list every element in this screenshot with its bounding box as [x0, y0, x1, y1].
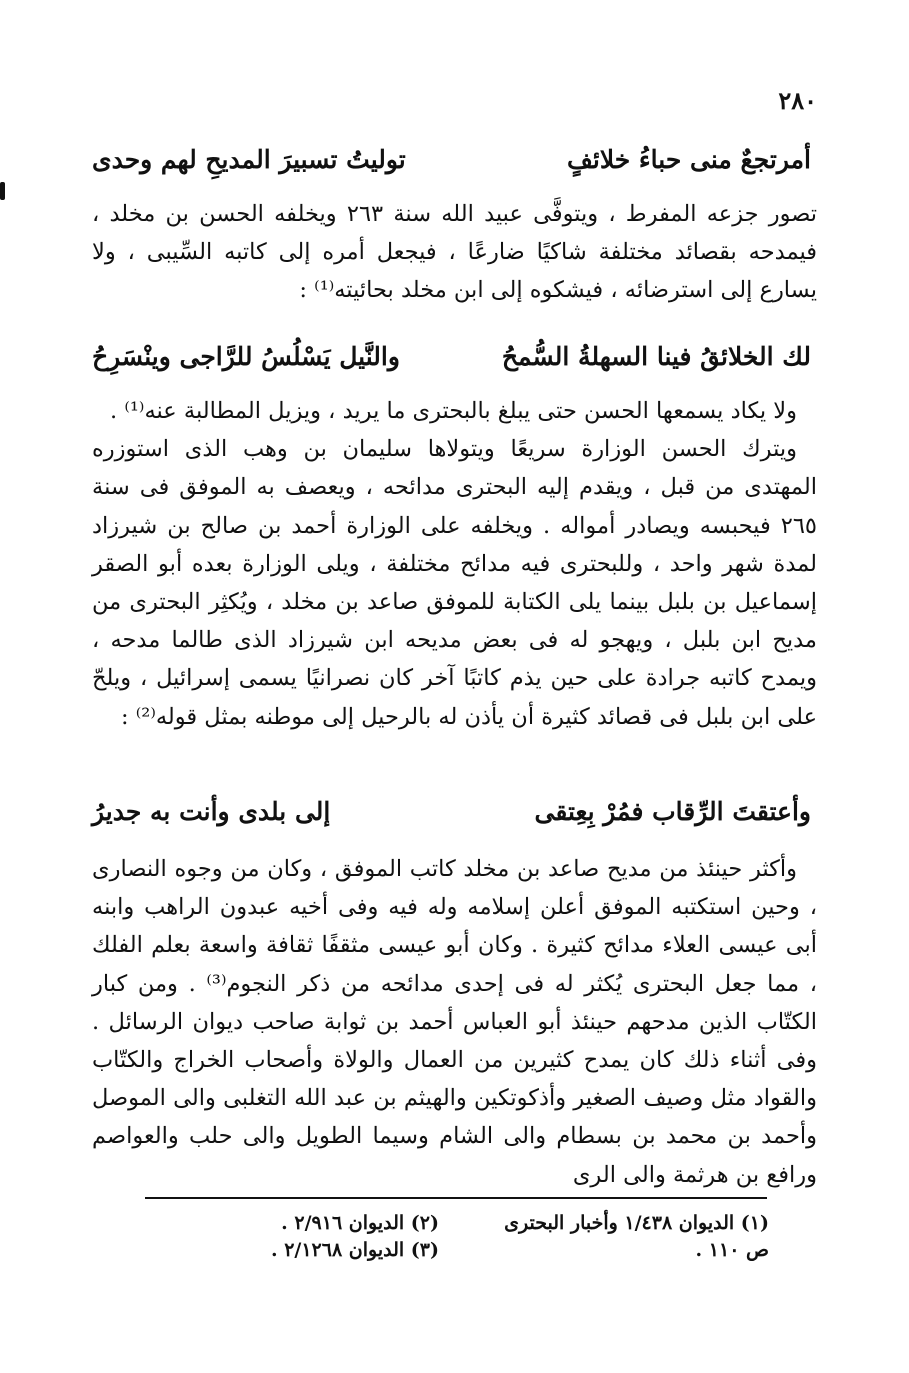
footnote-column-right: [459, 1210, 769, 1264]
footnote-3: (٣) الديوان ٢/١٢٦٨ .: [270, 1239, 439, 1261]
paragraph-3-text: وأكثر حينئذ من مديح صاعد بن مخلد كاتب الموفق ، وكان من وجوه النصارى ، وحين استكتبه الموفق أعلن إسلامه وله فيه وفى أخيه عبدون الراهب وابنه أبى عيسى العلاء مدائح كثيرة . وكان أبو عيسى مثقفًا ثقافة واسعة بعلم الفلك ، مما جعل البحترى يُكثر له فى إحدى مدائحه من ذكر النجوم⁽³⁾ . ومن كبار الكتّاب الذين مدحهم حينئذ أبو العباس أحمد بن ثوابة صاحب ديوان الرسائل . وفى أثناء ذلك كان يمدح كثيرين من العمال والولاة وأصحاب الخراج والكتّاب والقواد مثل وصيف الصغير وأذكوتكين والهيثم بن عبد الله التغلبى والى الموصل وأحمد بن محمد بن بسطام والى الشام وسيما الطويل والى حلب والعواصم ورافع بن هرثمة والى الرى: [92, 856, 818, 1188]
footnote-1-line-2: ص ١١٠ .: [695, 1239, 769, 1261]
verse-3-first-hemistich: وأعتقتَ الرِّقاب فمُرْ بِعِتقى: [534, 797, 811, 826]
verse-3-second-hemistich: إلى بلدى وأنت به جديرُ: [92, 797, 331, 826]
footnote-1-line-1: (١) الديوان ١/٤٣٨ وأخبار البحترى: [504, 1212, 769, 1234]
verse-line-1: [92, 140, 811, 180]
paragraph-2: [92, 392, 817, 736]
paragraph-2b-text: ويترك الحسن الوزارة سريعًا ويتولاها سليمان بن وهب الذى استوزره المهتدى من قبل ، ويقدم إليه البحترى مدائحه ، ويعصف به الموفق فى سنة ٢٦٥ فيحبسه ويصادر أمواله . ويخلفه على الوزارة أحمد بن صالح بن شيرزاد لمدة شهر واحد ، وللبحترى فيه مدائح مختلفة ، ويلى الوزارة بعده أبو الصقر إسماعيل بن بلبل بينما يلى الكتابة للموفق صاعد بن مخلد ، ويُكثِر البحترى من مديح ابن بلبل ، ويهجو له فى بعض مديحه ابن شيرزاد الذى طالما مدحه ، ويمدح كاتبه جرادة على حين يذم كاتبًا آخر كان نصرانيًا يسمى إسرائيل ، ويلحّ على ابن بلبل فى قصائد كثيرة أن يأذن له بالرحيل إلى موطنه بمثل قوله⁽²⁾ :: [92, 436, 817, 730]
footnote-column-left: [139, 1210, 439, 1264]
footnote-separator: [145, 1197, 767, 1199]
paragraph-1-text: تصور جزعه المفرط ، ويتوفَّى عبيد الله سنة ٢٦٣ ويخلفه الحسن بن مخلد ، فيمدحه بقصائد مختلفة شاكيًا ضارعًا ، فيجعل أمره إلى كاتبه السِّيبى ، ولا يسارع إلى استرضائه ، فيشكوه إلى ابن مخلد بحائيته⁽¹⁾ :: [92, 201, 817, 304]
paragraph-3: [92, 850, 817, 1194]
paragraph-2a-text: ولا يكاد يسمعها الحسن حتى يبلغ بالبحترى ما يريد ، ويزيل المطالبة عنه⁽¹⁾ .: [110, 398, 797, 424]
verse-2-first-hemistich: لك الخلائقُ فينا السهلةُ السُّمحُ: [501, 342, 811, 371]
page-number: ٢٨٠: [778, 86, 817, 115]
verse-line-2: [92, 337, 811, 377]
paragraph-1: [92, 195, 817, 310]
verse-line-3: [92, 792, 811, 832]
verse-1-first-hemistich: أمرتجعٌ منى حباءُ خلائفٍ: [567, 145, 811, 174]
margin-ink-mark: [0, 182, 5, 200]
footnotes: [92, 1210, 769, 1274]
footnote-2: (٢) الديوان ٢/٩١٦ .: [281, 1212, 439, 1234]
verse-2-second-hemistich: والنَّيل يَسْلُسُ للرَّاجى وينْسَرِحُ: [92, 342, 400, 371]
verse-1-second-hemistich: توليتُ تسبيرَ المديحِ لهم وحدى: [92, 145, 406, 174]
